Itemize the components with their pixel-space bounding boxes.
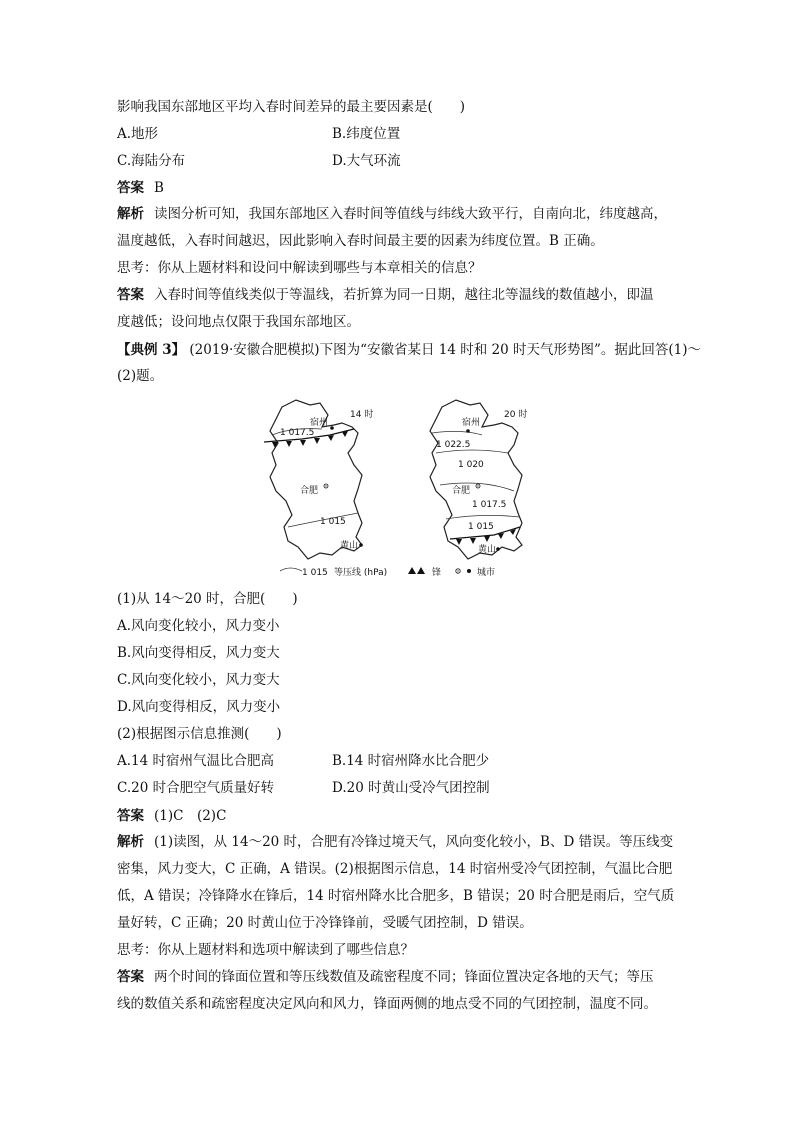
city-capital-dot-icon	[477, 485, 478, 486]
isobar-label: 1 020	[458, 460, 484, 470]
answer-2-label: 答案	[117, 808, 144, 824]
city-dot-icon	[496, 547, 500, 551]
question-1-option-d: D.风向变得相反，风力变小	[117, 699, 281, 715]
isobar-label: 1 017.5	[472, 500, 507, 510]
city-label-hefei: 合肥	[452, 486, 471, 496]
city-label-suzhou: 宿州	[310, 418, 329, 428]
map-14h	[264, 400, 373, 559]
question-2-option-c: C.20 时合肥空气质量好转	[117, 780, 275, 796]
think-2-answer-label: 答案	[117, 969, 144, 985]
isobar-label: 1 017.5	[280, 428, 315, 438]
question-2-option-d: D.20 时黄山受冷气团控制	[332, 780, 490, 796]
city-dot-icon	[466, 429, 470, 433]
option-b: B.纬度位置	[332, 126, 401, 142]
front-triangle	[314, 438, 320, 444]
map-time-label: 14 时	[350, 410, 374, 420]
think-answer-line-1: 答案 入春时间等值线类似于等温线，若折算为同一日期，越往北等温线的数值越小，即温	[117, 287, 654, 303]
analysis-2-label: 解析	[117, 834, 144, 850]
answer-row	[117, 178, 677, 198]
legend-capital-dot-icon	[457, 570, 458, 571]
legend-front-label: 锋	[432, 568, 442, 578]
think-question: 思考：你从上题材料和设问中解读到哪些与本章相关的信息？	[117, 260, 482, 276]
example-intro-line-1: 【典例 3】 (2019·安徽合肥模拟)下图为“安徽省某日 14 时和 20 时天气形势图”。据此回答(1)～	[117, 342, 702, 358]
legend-city-label: 城市	[477, 568, 496, 578]
legend-isobar-label: 等压线 (hPa)	[334, 568, 388, 578]
think-answer-line-2: 度越低；设问地点仅限于我国东部地区。	[117, 314, 360, 330]
example-intro-line-2: (2)题。	[117, 368, 164, 384]
weather-map-figure	[262, 395, 562, 580]
front-triangle	[300, 440, 306, 446]
question-2-option-b: B.14 时宿州降水比合肥少	[332, 753, 490, 769]
map-time-label: 20 时	[504, 410, 528, 420]
question-1-stem: (1)从 14～20 时，合肥( )	[117, 591, 298, 607]
isobar-line	[436, 450, 508, 453]
map-20h	[430, 400, 527, 559]
legend-front-icon	[417, 567, 425, 574]
think-answer-label: 答案	[117, 287, 144, 303]
think-2-answer-line-2: 线的数值关系和疏密程度决定风向和风力，锋面两侧的地点受不同的气团控制，温度不同。	[117, 996, 657, 1012]
question-2-option-a: A.14 时宿州气温比合肥高	[117, 753, 275, 769]
isobar-label: 1 015	[320, 517, 346, 527]
front-triangle	[498, 533, 504, 539]
option-c: C.海陆分布	[117, 153, 186, 169]
analysis-line-1: 解析 读图分析可知，我国东部地区入春时间等值线与纬线大致平行，自南向北，纬度越高，	[117, 206, 667, 222]
analysis-2-line-4: 量好转，C 正确；20 时黄山位于冷锋锋前，受暖气团控制，D 错误。	[117, 915, 533, 931]
isobar-label: 1 015	[468, 522, 494, 532]
example-label: 【典例 3】	[117, 342, 186, 358]
legend-isobar-value: 1 015	[302, 568, 328, 578]
analysis-label: 解析	[117, 206, 144, 222]
question-1-option-c: C.风向变化较小，风力变大	[117, 672, 280, 688]
map-legend	[280, 566, 495, 578]
option-d: D.大气环流	[332, 153, 401, 169]
front-triangle	[470, 538, 476, 544]
question-1-option-b: B.风向变得相反，风力变大	[117, 645, 280, 661]
answer-2-value: (1)C (2)C	[154, 808, 227, 824]
answer-value: B	[154, 180, 164, 196]
isobar-line	[432, 431, 482, 435]
think-2-question: 思考：你从上题材料和选项中解读到了哪些信息？	[117, 942, 414, 958]
answer-2-row	[117, 806, 677, 826]
city-capital-dot-icon	[325, 485, 326, 486]
question-stem: 影响我国东部地区平均入春时间差异的最主要因素是( )	[117, 99, 466, 115]
answer-label: 答案	[117, 180, 144, 196]
isobar-label: 1 022.5	[436, 440, 471, 450]
analysis-2-line-1: 解析 (1)读图，从 14～20 时，合肥有冷锋过境天气，风向变化较小，B、D 错误。等压线变	[117, 834, 674, 850]
question-1-option-a: A.风向变化较小，风力变小	[117, 618, 280, 634]
front-triangle	[484, 536, 490, 542]
front-triangle	[328, 435, 334, 441]
city-label-huangshan: 黄山	[478, 545, 497, 555]
city-dot-icon	[330, 426, 334, 430]
city-label-huangshan: 黄山	[340, 541, 359, 551]
city-dot-icon	[359, 543, 363, 547]
analysis-2-line-3: 低，A 错误；冷锋降水在锋后，14 时宿州降水比合肥多，B 错误；20 时合肥是雨后，空气质	[117, 888, 675, 904]
city-label-hefei: 合肥	[300, 486, 319, 496]
question-2-stem: (2)根据图示信息推测( )	[117, 726, 282, 742]
think-2-answer-line-1: 答案 两个时间的锋面位置和等压线数值及疏密程度不同；锋面位置决定各地的天气；等压	[117, 969, 654, 985]
city-label-suzhou: 宿州	[462, 418, 481, 428]
front-triangle	[456, 539, 462, 545]
front-triangle	[342, 431, 348, 437]
legend-isobar-icon	[280, 568, 302, 571]
analysis-2-line-2: 密集，风力变大，C 正确，A 错误。(2)根据图示信息，14 时宿州受冷气团控制，气温比合肥	[117, 861, 673, 877]
front-triangle	[286, 441, 292, 447]
legend-front-icon	[408, 567, 416, 574]
option-a: A.地形	[117, 126, 159, 142]
isobar-line	[446, 515, 520, 519]
analysis-line-2: 温度越低，入春时间越迟，因此影响入春时间最主要的因素为纬度位置。B 正确。	[117, 233, 604, 249]
legend-city-icon	[467, 569, 471, 573]
